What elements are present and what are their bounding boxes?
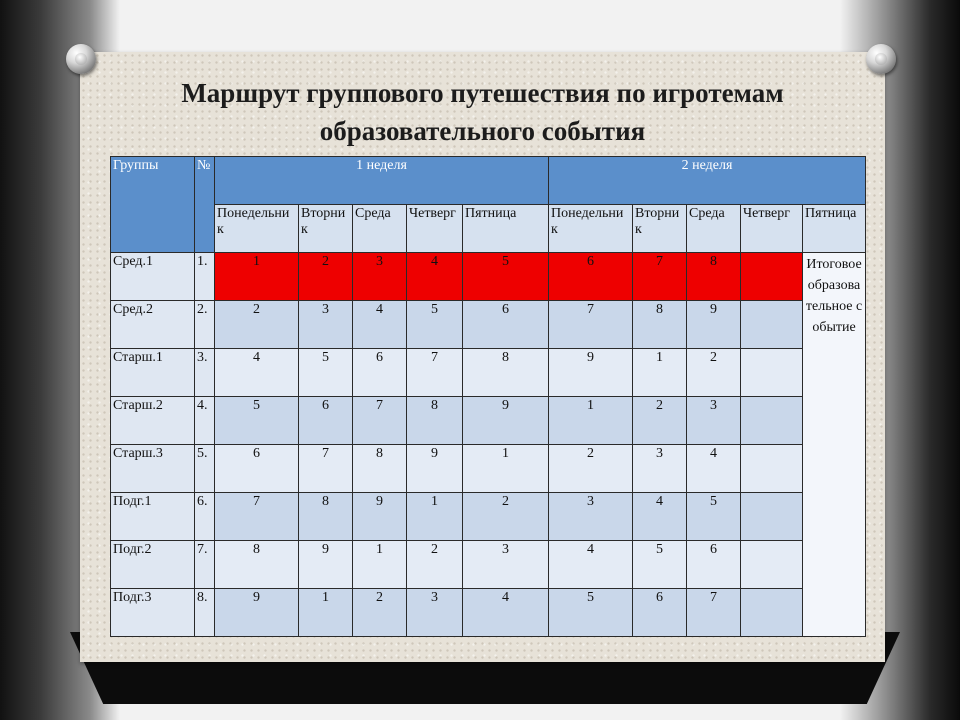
theme-cell: 8	[299, 493, 353, 541]
theme-cell: 3	[353, 253, 407, 301]
group-name-cell: Старш.1	[111, 349, 195, 397]
row-number-cell: 4.	[195, 397, 215, 445]
theme-cell: 2	[299, 253, 353, 301]
theme-cell: 3	[687, 397, 741, 445]
header-day: Среда	[687, 205, 741, 253]
theme-cell: 3	[549, 493, 633, 541]
header-day: Пятница	[463, 205, 549, 253]
theme-cell: 8	[215, 541, 299, 589]
row-number-cell: 5.	[195, 445, 215, 493]
theme-cell: 7	[299, 445, 353, 493]
table-row	[111, 397, 866, 445]
header-day: Вторник	[633, 205, 687, 253]
theme-cell: 2	[463, 493, 549, 541]
row-number-cell: 2.	[195, 301, 215, 349]
theme-cell: 3	[463, 541, 549, 589]
theme-cell: 8	[633, 301, 687, 349]
group-name-cell: Сред.1	[111, 253, 195, 301]
header-groups: Группы	[111, 157, 195, 253]
theme-cell: 8	[407, 397, 463, 445]
header-day: Четверг	[407, 205, 463, 253]
empty-cell	[741, 397, 803, 445]
theme-cell: 9	[299, 541, 353, 589]
theme-cell: 6	[299, 397, 353, 445]
theme-cell: 1	[299, 589, 353, 637]
theme-cell: 3	[633, 445, 687, 493]
theme-cell: 6	[215, 445, 299, 493]
theme-cell: 4	[633, 493, 687, 541]
header-day: Понедельник	[215, 205, 299, 253]
theme-cell: 7	[687, 589, 741, 637]
group-name-cell: Сред.2	[111, 301, 195, 349]
theme-cell: 2	[215, 301, 299, 349]
header-week-2: 2 неделя	[549, 157, 866, 205]
empty-cell	[741, 445, 803, 493]
row-number-cell: 3.	[195, 349, 215, 397]
table-row	[111, 493, 866, 541]
theme-cell: 9	[215, 589, 299, 637]
theme-cell: 2	[549, 445, 633, 493]
theme-cell: 2	[407, 541, 463, 589]
theme-cell: 9	[463, 397, 549, 445]
empty-cell	[741, 253, 803, 301]
theme-cell: 7	[407, 349, 463, 397]
table-row	[111, 541, 866, 589]
empty-cell	[741, 541, 803, 589]
group-name-cell: Подг.3	[111, 589, 195, 637]
pushpin-icon	[66, 44, 96, 74]
theme-cell: 4	[549, 541, 633, 589]
theme-cell: 5	[215, 397, 299, 445]
header-week-1: 1 неделя	[215, 157, 549, 205]
row-number-cell: 6.	[195, 493, 215, 541]
header-row-weeks	[111, 157, 866, 205]
empty-cell	[741, 493, 803, 541]
theme-cell: 5	[687, 493, 741, 541]
group-name-cell: Подг.2	[111, 541, 195, 589]
theme-cell: 7	[215, 493, 299, 541]
theme-cell: 4	[215, 349, 299, 397]
theme-cell: 9	[407, 445, 463, 493]
header-number: №	[195, 157, 215, 253]
theme-cell: 6	[687, 541, 741, 589]
theme-cell: 6	[463, 301, 549, 349]
header-day: Понедельник	[549, 205, 633, 253]
final-event-cell: Итоговое образовательное событие	[803, 253, 866, 637]
theme-cell: 1	[353, 541, 407, 589]
table-row	[111, 253, 866, 301]
empty-cell	[741, 589, 803, 637]
theme-cell: 5	[299, 349, 353, 397]
header-day: Пятница	[803, 205, 866, 253]
theme-cell: 6	[549, 253, 633, 301]
theme-cell: 9	[549, 349, 633, 397]
table-row	[111, 445, 866, 493]
theme-cell: 5	[549, 589, 633, 637]
theme-cell: 2	[687, 349, 741, 397]
row-number-cell: 8.	[195, 589, 215, 637]
theme-cell: 4	[463, 589, 549, 637]
theme-cell: 6	[353, 349, 407, 397]
header-day: Четверг	[741, 205, 803, 253]
theme-cell: 8	[687, 253, 741, 301]
group-name-cell: Старш.2	[111, 397, 195, 445]
row-number-cell: 7.	[195, 541, 215, 589]
group-name-cell: Старш.3	[111, 445, 195, 493]
theme-cell: 9	[353, 493, 407, 541]
header-day: Среда	[353, 205, 407, 253]
theme-cell: 8	[463, 349, 549, 397]
theme-cell: 6	[633, 589, 687, 637]
theme-cell: 3	[299, 301, 353, 349]
theme-cell: 1	[633, 349, 687, 397]
theme-cell: 7	[549, 301, 633, 349]
theme-cell: 9	[687, 301, 741, 349]
theme-cell: 1	[549, 397, 633, 445]
theme-cell: 1	[463, 445, 549, 493]
header-day: Вторник	[299, 205, 353, 253]
theme-cell: 7	[353, 397, 407, 445]
theme-cell: 4	[407, 253, 463, 301]
table-row	[111, 589, 866, 637]
theme-cell: 5	[633, 541, 687, 589]
theme-cell: 8	[353, 445, 407, 493]
row-number-cell: 1.	[195, 253, 215, 301]
table-row	[111, 301, 866, 349]
table-row	[111, 349, 866, 397]
pushpin-icon	[866, 44, 896, 74]
empty-cell	[741, 301, 803, 349]
theme-cell: 4	[687, 445, 741, 493]
theme-cell: 7	[633, 253, 687, 301]
theme-cell: 2	[633, 397, 687, 445]
theme-cell: 2	[353, 589, 407, 637]
theme-cell: 1	[407, 493, 463, 541]
header-row-days	[111, 205, 866, 253]
theme-cell: 5	[407, 301, 463, 349]
empty-cell	[741, 349, 803, 397]
theme-cell: 4	[353, 301, 407, 349]
theme-cell: 3	[407, 589, 463, 637]
group-name-cell: Подг.1	[111, 493, 195, 541]
route-table	[110, 156, 866, 637]
slide-title: Маршрут группового путешествия по игротемам образовательного события	[181, 78, 784, 146]
theme-cell: 1	[215, 253, 299, 301]
theme-cell: 5	[463, 253, 549, 301]
